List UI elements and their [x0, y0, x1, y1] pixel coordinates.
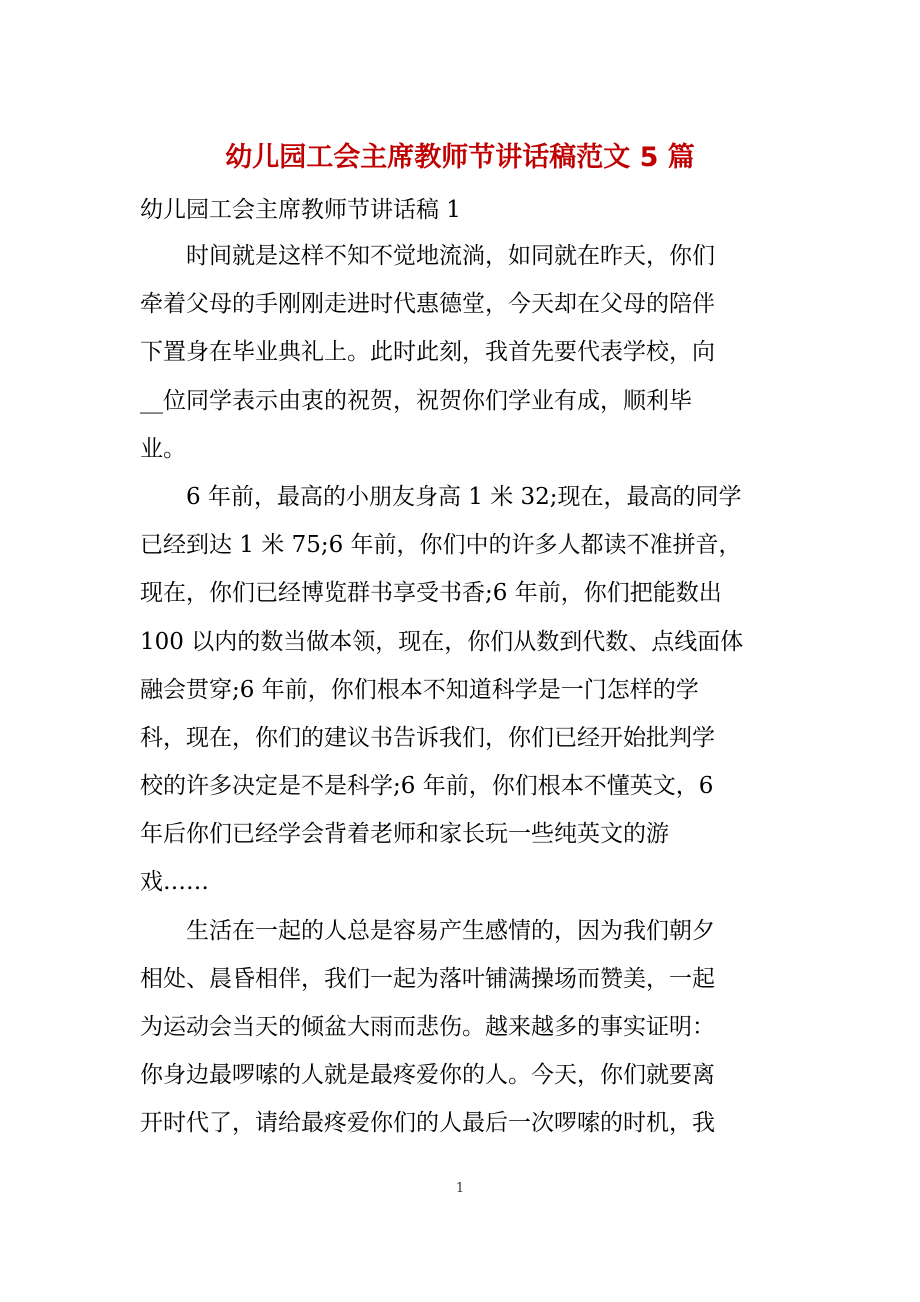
- text-line: 融会贯穿;6 年前，你们根本不知道科学是一门怎样的学: [140, 676, 699, 703]
- text-line: 牵着父母的手刚刚走进时代惠德堂，今天却在父母的陪伴: [140, 291, 715, 318]
- paragraph-2: [140, 473, 780, 907]
- text-line: 100 以内的数当做本领，现在，你们从数到代数、点线面体: [140, 628, 744, 655]
- document-body: [140, 232, 780, 1148]
- text-line: 已经到达 1 米 75;6 年前，你们中的许多人都读不准拼音，: [140, 532, 742, 559]
- text-line: 你身边最啰嗦的人就是最疼爱你的人。今天，你们就要离: [140, 1062, 715, 1089]
- text-line: 业。: [140, 435, 186, 462]
- paragraph-1: [140, 232, 780, 473]
- text-line: 科，现在，你们的建议书告诉我们，你们已经开始批判学: [140, 724, 715, 751]
- section-subtitle: 幼儿园工会主席教师节讲话稿 1: [140, 197, 461, 223]
- text-line: 生活在一起的人总是容易产生感情的，因为我们朝夕: [186, 917, 715, 944]
- text-line: 下置身在毕业典礼上。此时此刻，我首先要代表学校，向: [140, 339, 715, 366]
- text-line: __位同学表示由衷的祝贺，祝贺你们学业有成，顺利毕: [140, 387, 692, 414]
- text-line: 时间就是这样不知不觉地流淌，如同就在昨天，你们: [186, 243, 715, 269]
- text-line: 年后你们已经学会背着老师和家长玩一些纯英文的游: [140, 821, 669, 848]
- text-line: 现在，你们已经博览群书享受书香;6 年前，你们把能数出: [140, 580, 722, 607]
- paragraph-3: [140, 907, 780, 1148]
- text-line: 为运动会当天的倾盆大雨而悲伤。越来越多的事实证明：: [140, 1014, 715, 1040]
- document-title: 幼儿园工会主席教师节讲话稿范文 5 篇: [225, 142, 695, 173]
- text-line: 校的许多决定是不是科学;6 年前，你们根本不懂英文，6: [140, 773, 714, 800]
- page-number: 1: [455, 1181, 465, 1196]
- text-line: 开时代了，请给最疼爱你们的人最后一次啰嗦的时机，我: [140, 1110, 715, 1137]
- text-line: 6 年前，最高的小朋友身高 1 米 32;现在，最高的同学: [186, 483, 742, 510]
- text-line: 相处、晨昏相伴，我们一起为落叶铺满操场而赞美，一起: [140, 965, 715, 992]
- text-line: 戏……: [140, 869, 209, 896]
